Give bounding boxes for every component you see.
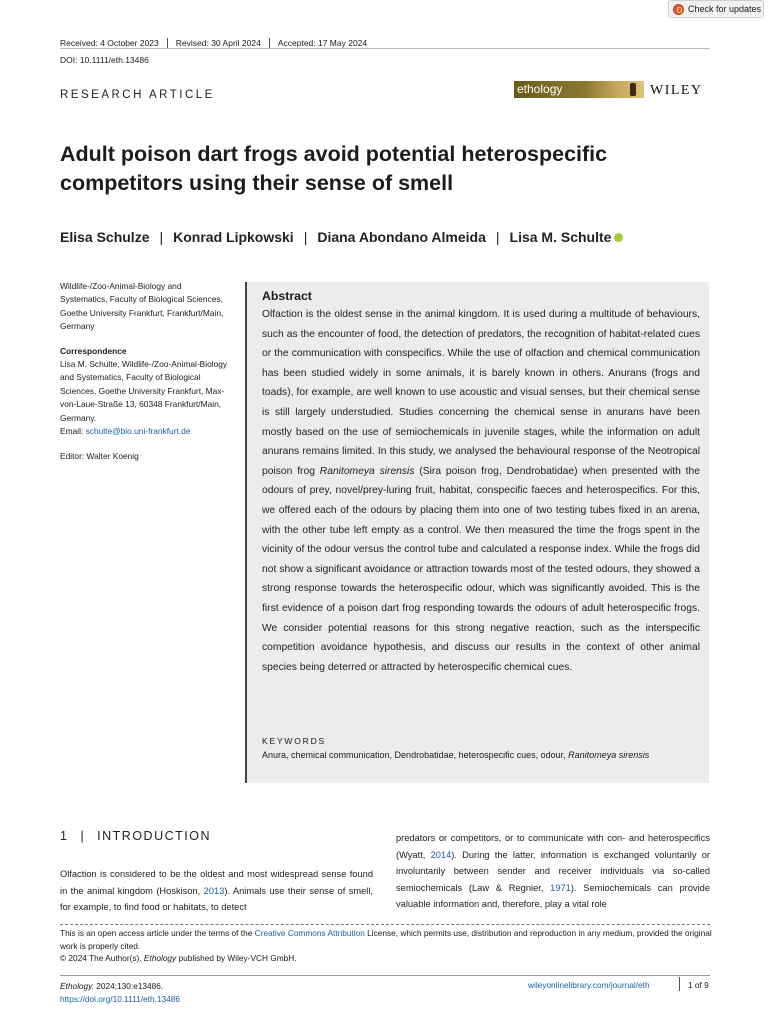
copyright-journal: Ethology — [143, 953, 177, 963]
crossmark-icon — [673, 4, 684, 15]
copyright-text: © 2024 The Author(s). — [60, 953, 144, 963]
author-separator: | — [159, 229, 164, 245]
keywords-heading: KEYWORDS — [262, 736, 326, 746]
received-date: Received: 4 October 2023 — [60, 38, 159, 48]
cite-journal: Ethology. — [60, 981, 94, 991]
abstract-text — [262, 305, 700, 677]
body-text: ). Semiochemicals can provide valuable information and, therefore, play a vital role — [396, 882, 710, 910]
check-for-updates-label: Check for updates — [688, 4, 762, 14]
doi: DOI: 10.1111/eth.13486 — [60, 55, 149, 65]
revised-date: Revised: 30 April 2024 — [167, 38, 269, 48]
intro-column-left — [60, 866, 373, 916]
copyright-text: published by Wiley-VCH GmbH. — [176, 953, 297, 963]
license-text: License, which permits use, distribution and reproduction in any medium, provided the original work is properly cited. — [60, 928, 712, 951]
body-text: ). Animals use their sense of smell, for example, to find food or habitats, to detect — [60, 885, 373, 913]
intro-column-right — [396, 830, 710, 913]
author-separator: | — [495, 229, 500, 245]
license-text: This is an open access article under the terms of the — [60, 928, 255, 938]
author-list — [60, 229, 623, 245]
section-separator: | — [80, 829, 86, 843]
page-number: 1 of 9 — [688, 980, 709, 990]
article-dates — [60, 38, 375, 48]
keywords-text: Anura, chemical communication, Dendrobatidae, heterospecific cues, odour, — [262, 750, 569, 760]
email-link[interactable]: schulte@bio.uni-frankfurt.de — [85, 426, 191, 437]
doi-link[interactable]: https://doi.org/10.1111/eth.13486 — [60, 993, 180, 1004]
check-for-updates-button[interactable] — [668, 0, 764, 18]
citation-link[interactable]: 2014 — [430, 849, 452, 860]
orcid-icon[interactable] — [614, 233, 623, 242]
abstract-part-1: Olfaction is the oldest sense in the animal kingdom. It is used during a multitude of behaviours, such as the encounter of food, the detection of predators, the recognition of habitat-related cues or the communication with conspecifics. While the use of olfaction and chemical communication has been studied widely in some animals, it is barely known in others. Anurans (frogs and toads), for example, are well known to use acoustic and visual senses, but their chemical sense is still largely understudied. Studies concerning the chemical sense in anurans have been mostly based on the use of semiochemicals in juvenile stages, while the information on adult anurans remains limited. In this study, we analysed the behavioural response of the Neotropical poison frog — [262, 309, 700, 477]
license-link[interactable]: Creative Commons Attribution — [254, 928, 365, 938]
article-title: Adult poison dart frogs avoid potential heterospecific competitors using their sense of smell — [60, 142, 608, 195]
article-type: RESEARCH ARTICLE — [60, 89, 215, 101]
email-label: Email: — [60, 426, 86, 437]
keyword-species: Ranitomeya sirensis — [568, 750, 650, 760]
editor: Editor: Walter Koenig — [60, 451, 139, 461]
license-notice — [60, 927, 720, 965]
citation-link[interactable]: 2013 — [203, 885, 225, 896]
author-name[interactable]: Lisa M. Schulte — [509, 229, 612, 245]
journal-url-link[interactable]: wileyonlinelibrary.com/journal/eth — [528, 980, 650, 990]
correspondence-text: Lisa M. Schulte, Wildlife-/Zoo-Animal-Biology and Systematics, Faculty of Biological Sciences, Goethe University Frankfurt, Max-von-Laue-Straße 13, 60348 Frankfurt/Main, Germany. — [60, 359, 228, 423]
correspondence-heading: Correspondence — [60, 346, 127, 356]
abstract-rule — [245, 282, 247, 783]
citation-link[interactable]: 1971 — [550, 882, 571, 893]
cite-volume: 2024;130:e13486. — [93, 981, 164, 991]
body-text: predators or competitors, or to communicate with con- and heterospecifics (Wyatt, — [396, 833, 710, 860]
citation-info — [60, 980, 180, 1005]
footnote-divider — [60, 924, 710, 925]
author-name[interactable]: Diana Abondano Almeida — [317, 229, 486, 245]
correspondence-block — [60, 358, 230, 438]
affiliation: Wildlife-/Zoo-Animal-Biology and Systematics, Faculty of Biological Sciences, Goethe University Frankfurt, Frankfurt/Main, Germany — [60, 281, 224, 332]
abstract-heading: Abstract — [262, 289, 312, 303]
section-number: 1 — [60, 829, 69, 843]
page-separator — [679, 977, 680, 991]
frog-figure-icon — [630, 83, 636, 96]
publisher-logo[interactable]: WILEY — [650, 83, 703, 98]
footer-divider — [60, 975, 710, 976]
accepted-date: Accepted: 17 May 2024 — [269, 38, 375, 48]
author-separator: | — [303, 229, 308, 245]
keywords — [262, 749, 692, 763]
journal-logo-text: ethology — [517, 82, 563, 96]
header-divider — [60, 48, 710, 49]
species-name: Ranitomeya sirensis — [319, 465, 415, 477]
author-name[interactable]: Elisa Schulze — [60, 229, 150, 245]
body-text: Olfaction is considered to be the oldest and most widespread sense found in the animal kingdom (Hoskison, — [60, 869, 373, 896]
section-title: INTRODUCTION — [97, 829, 211, 843]
journal-logo[interactable] — [514, 81, 644, 98]
abstract-part-2: (Sira poison frog, Dendrobatidae) when presented with the odours of prey, novel/prey-luring fruit, habitat, conspecific faeces and heterospecifics. For this, we offered each of the odours by placing them into one of two testing tubes fixed in an arena, with the other tube left empty as a control. We then measured the time the frogs spent in the vicinity of the odour versus the control tube and calculated a response index. While the frogs did not show a significant avoidance or attraction towards most of the tested odours, they showed a strong response towards the heterospecific odour, which was significantly avoided. This is the first evidence of a poison dart frog responding towards the odours of adult heterospecific frogs. We consider potential reasons for this strong negative reaction, such as the interspecific competition avoidance hypothesis, and discuss our results in the context of other animal species being deterred or attracted by heterospecific chemical cues. — [262, 465, 700, 673]
section-heading-introduction — [60, 829, 211, 843]
author-name[interactable]: Konrad Lipkowski — [173, 229, 294, 245]
body-text: ). During the latter, information is exchanged voluntarily or involuntarily between sender and receiver individuals via so-called semiochemicals (Law & Regnier, — [396, 849, 710, 893]
